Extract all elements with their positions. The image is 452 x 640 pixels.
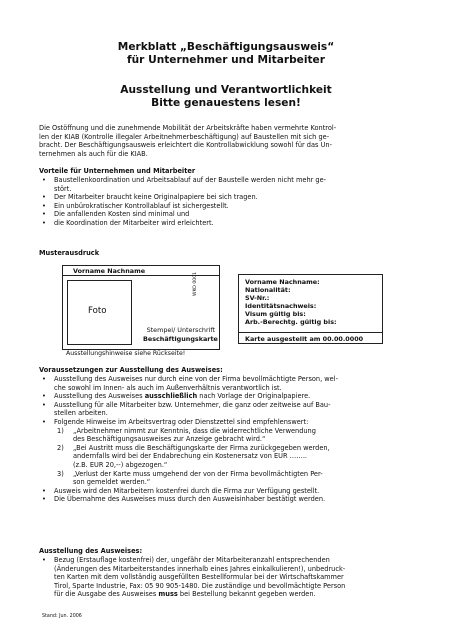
- numbered-line: „Bei Austritt muss die Beschäftigungskarte der Firma zurückgegeben werden,: [73, 443, 330, 452]
- title-line-1: Merkblatt „Beschäftigungsausweis“: [117, 41, 335, 53]
- card-front: [62, 265, 220, 350]
- card-title: Beschäftigungskarte: [143, 334, 218, 343]
- muster-heading: Musterausdruck: [39, 249, 100, 257]
- card-field: Identitätsnachweis:: [245, 302, 317, 310]
- list-item-line: che sowohl im Innen- als auch im Außenverhältnis verantwortlich ist.: [54, 383, 282, 392]
- card-front-name: Vorname Nachname: [63, 266, 219, 276]
- intro-line: len der KIAB (Kontrolle illegaler Arbeitnehmerbeschäftigung) auf Baustellen mit sich ge-: [39, 132, 330, 141]
- list-item-line: [54, 392, 424, 401]
- list-item: [39, 418, 424, 487]
- photo-placeholder: [67, 280, 132, 345]
- list-item: [39, 556, 424, 599]
- list-item-line: • Die Übernahme des Ausweises muss durch den Ausweisinhaber bestätigt werden.: [54, 495, 326, 504]
- list-item: [39, 219, 424, 228]
- text-run: Ausstellung des Ausweises: [54, 392, 145, 401]
- stamp-label: Stempel/ Unterschrift: [146, 326, 215, 334]
- voraussetzungen-list: [39, 375, 424, 504]
- list-item-line: • Der Mitarbeiter braucht keine Originalpapiere bei sich tragen.: [54, 193, 258, 202]
- item-number: 2): [57, 443, 64, 452]
- list-item-line: stellen arbeiten.: [54, 409, 108, 418]
- intro-line: ternehmen als auch für die KIAB.: [39, 149, 148, 158]
- list-item: [39, 392, 424, 401]
- card-note: Ausstellungshinweise siehe Rückseite!: [66, 350, 186, 357]
- ausstellung-list: [39, 556, 424, 599]
- numbered-line: andernfalls wird bei der Endabrechung ein Kostenersatz von EUR ……..: [73, 452, 308, 461]
- title-line-3: Ausstellung und Verantwortlichkeit: [120, 84, 332, 96]
- numbered-line: son gemeldet werden.“: [73, 478, 151, 487]
- list-item: [39, 495, 424, 504]
- list-item-line: • Ausweis wird den Mitarbeitern kostenfrei durch die Firma zur Verfügung gestellt.: [54, 486, 320, 495]
- photo-label: Foto: [88, 306, 107, 316]
- list-item: [39, 375, 424, 392]
- numbered-line: des Beschäftigungsausweises zur Anzeige gebracht wird.“: [73, 435, 266, 444]
- card-field: Nationalität:: [245, 286, 291, 294]
- list-item: [39, 176, 424, 193]
- list-item: [39, 202, 424, 211]
- card-field: Arb.-Berechtg. gültig bis:: [245, 318, 337, 326]
- vorteile-heading: Vorteile für Unternehmen und Mitarbeiter: [39, 167, 196, 175]
- list-item-line: • Bezug (Erstauflage kostenfrei) der, ungefähr der Mitarbeiteranzahl entsprechenden: [54, 556, 330, 564]
- list-item-line: • Ausstellung für alle Mitarbeiter bzw. Unternehmer, die ganz oder zeitweise auf Bau-: [54, 400, 331, 409]
- list-item-line: stört.: [54, 184, 72, 193]
- list-item-line: • Folgende Hinweise im Arbeitsvertrag oder Dienstzettel sind empfehlenswert:: [54, 417, 309, 426]
- numbered-line: „Verlust der Karte muss umgehend der von der Firma bevollmächtigten Per-: [73, 469, 323, 478]
- list-item: [39, 193, 424, 202]
- list-item: [39, 210, 424, 219]
- card-field: Vorname Nachname:: [245, 278, 320, 286]
- intro-paragraph: [39, 124, 419, 158]
- list-item-line: • Ein unbürokratischer Kontrollablauf ist sichergestellt.: [54, 201, 229, 210]
- ausstellung-heading: Ausstellung des Ausweises:: [39, 547, 143, 555]
- list-item-line: [54, 590, 424, 599]
- list-item: [39, 401, 424, 418]
- numbered-item: [39, 444, 424, 470]
- numbered-line: (z.B. EUR 20,--) abgezogen.“: [73, 460, 168, 469]
- list-item-line: Tirol, Sparte Industrie, Fax: 05 90 905-1480. Die zuständige und bevollmächtigte Person: [54, 581, 346, 590]
- text-run: bei Bestellung bekannt gegeben werden.: [177, 590, 316, 599]
- list-item-line: ten Karten mit dem vollständig ausgefüllten Bestellformular bei der Wirtschaftskammer: [54, 573, 344, 582]
- list-item-line: • die Koordination der Mitarbeiter wird erleichtert.: [54, 218, 214, 227]
- card-back: [238, 274, 383, 344]
- card-field: Visum gültig bis:: [245, 310, 306, 318]
- list-item-line: • Ausstellung des Ausweises nur durch eine von der Firma bevollmächtigte Person, wel-: [54, 375, 338, 383]
- list-item-line: • Baustellenkoordination und Arbeitsablauf auf der Baustelle werden nicht mehr ge-: [54, 176, 327, 184]
- text-run: nach Vorlage der Originalpapiere.: [197, 392, 311, 401]
- card-issued-date: Karte ausgestellt am 00.00.0000: [239, 332, 382, 344]
- card-field: SV-Nr.:: [245, 294, 270, 302]
- list-item-line: • Die anfallenden Kosten sind minimal und: [54, 210, 190, 219]
- footer-date: Stand: Jun. 2006: [42, 614, 82, 619]
- vorteile-list: [39, 176, 424, 228]
- item-number: 3): [57, 469, 64, 478]
- intro-line: Die Ostöffnung und die zunehmende Mobilität der Arbeitskräfte haben vermehrte Kontrol-: [39, 124, 337, 132]
- numbered-line: „Arbeitnehmer nimmt zur Kenntnis, dass die widerrechtliche Verwendung: [73, 426, 316, 435]
- intro-line: bracht. Der Beschäftigungsausweis erleichtert die Kontrollabwicklung sowohl für das Un-: [39, 141, 332, 150]
- text-run: für die Ausgabe des Ausweises: [54, 590, 159, 599]
- list-item-line: (Änderungen des Mitarbeiterstandes innerhalb eines Jahres einkalkulieren!), unbedruck-: [54, 564, 346, 573]
- bold-text: ausschließlich: [144, 392, 198, 401]
- bold-text: muss: [158, 590, 178, 599]
- item-number: 1): [57, 426, 64, 435]
- numbered-item: [39, 427, 424, 444]
- title-line-2: für Unternehmer und Mitarbeiter: [127, 54, 325, 66]
- voraussetzungen-heading: Voraussetzungen zur Ausstellung des Ausweises:: [39, 366, 223, 374]
- numbered-item: [39, 470, 424, 487]
- card-stamp: [143, 326, 218, 343]
- card-code: WKO 0001: [193, 271, 198, 296]
- title-line-4: Bitte genauestens lesen!: [151, 97, 301, 109]
